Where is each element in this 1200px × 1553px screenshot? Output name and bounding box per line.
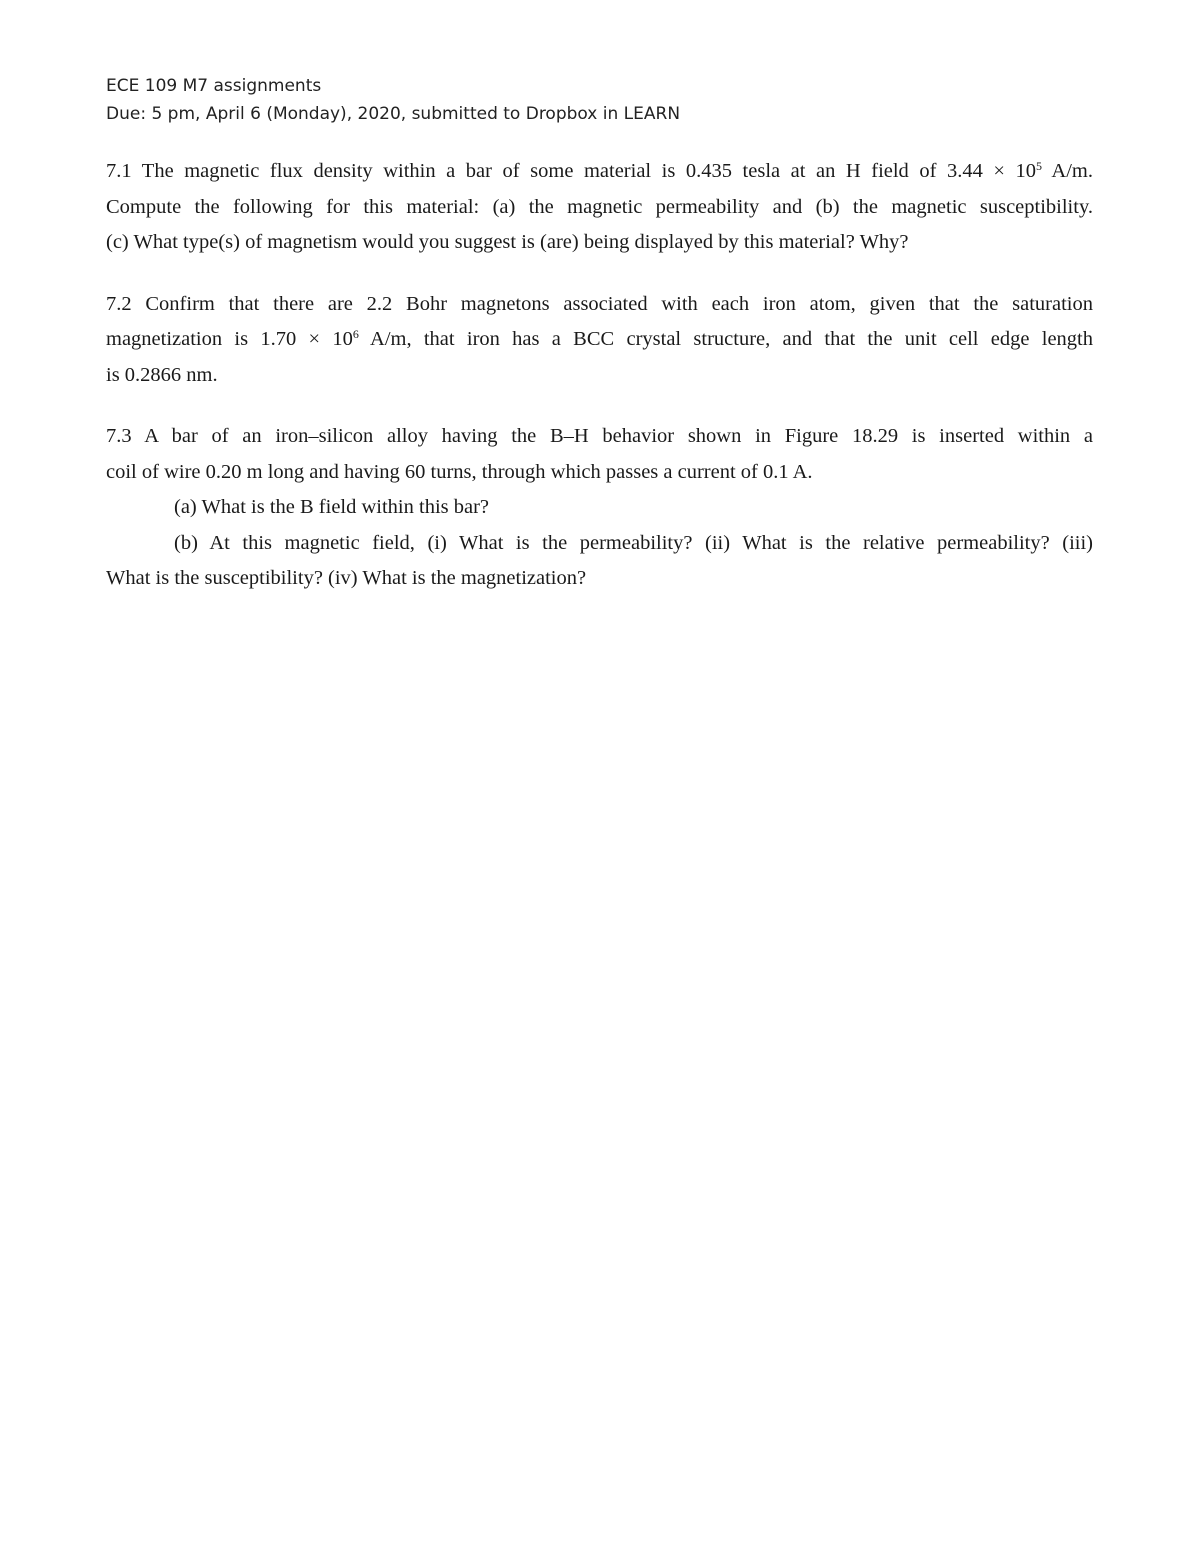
problem-7-1-line-1: 7.1 The magnetic flux density within a bar of some material is 0.435 tesla at an H field of $3.44 \times 10^5$ A/m.: [106, 159, 1093, 182]
problem-7-2-line-1: 7.2 Confirm that there are 2.2 Bohr magnetons associated with each iron atom, given that the saturation: [106, 292, 1093, 315]
exponent: 6: [352, 327, 359, 341]
problem-7-3-part-a: (a) What is the B field within this bar?: [174, 496, 490, 518]
due-date-line: Due: 5 pm, April 6 (Monday), 2020, submitted to Dropbox in LEARN: [106, 104, 681, 124]
problem-7-3-part-b-continued: What is the susceptibility? (iv) What is the magnetization?: [106, 567, 587, 589]
document-body: [106, 154, 1093, 623]
problem-7-1-line-3: (c) What type(s) of magnetism would you suggest is (are) being displayed by this material? Why?: [106, 231, 909, 253]
problem-7-2-line-2: magnetization is $1.70 \times 10^6$ A/m, that iron has a BCC crystal structure, and that the unit cell edge length: [106, 327, 1094, 350]
problem-7-3-line-1: 7.3 A bar of an iron–silicon alloy having the B–H behavior shown in Figure 18.29 is inserted within a: [106, 425, 1093, 447]
document-header: [106, 72, 1096, 128]
problem-7-3-line-2: coil of wire 0.20 m long and having 60 turns, through which passes a current of 0.1 A.: [106, 460, 813, 483]
problem-7-2-line-3: is 0.2866 nm.: [106, 363, 218, 386]
problem-7-2: [106, 287, 1093, 394]
problem-7-3-part-b: (b) At this magnetic field, (i) What is the permeability? (ii) What is the relative permeability? (iii): [174, 531, 1093, 554]
exponent: 5: [1036, 159, 1043, 173]
course-title: ECE 109 M7 assignments: [106, 76, 322, 96]
problem-7-1-line-2: Compute the following for this material: (a) the magnetic permeability and (b) the magnetic susceptibility.: [106, 195, 1093, 218]
problem-7-1: [106, 154, 1093, 261]
problem-7-3: [106, 419, 1093, 597]
